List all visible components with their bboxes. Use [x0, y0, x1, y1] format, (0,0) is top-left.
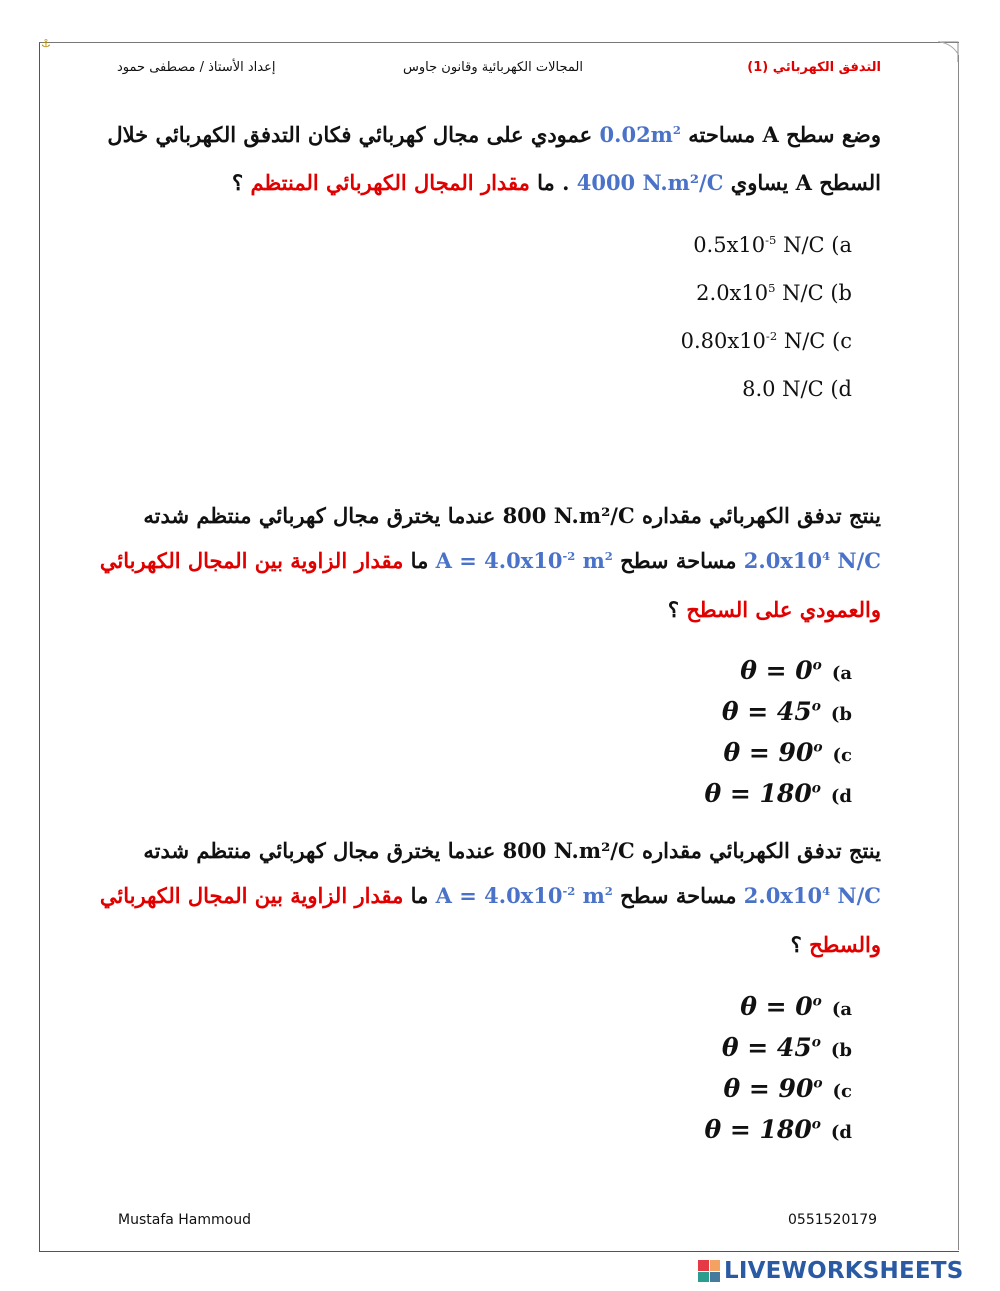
- q1-option-a[interactable]: $0.5x10^{-5}$ N/C (a: [693, 233, 852, 257]
- q1-line-1: وضع سطح A مساحته $0.02m^2$ عمودي على مجال كهربائي فكان التدفق الكهربائي خلال: [107, 122, 881, 147]
- logo-tile: [698, 1260, 709, 1271]
- q3-line-3: والسطح ؟: [790, 932, 881, 957]
- q3-option-d[interactable]: $\theta = 180^o$ (d: [704, 1115, 852, 1144]
- q2-option-b[interactable]: $\theta = 45^o$ (b: [721, 697, 852, 726]
- q2-option-a[interactable]: $\theta = 0^o$ (a: [740, 656, 852, 685]
- q3-option-c[interactable]: $\theta = 90^o$ (c: [723, 1074, 852, 1103]
- footer-author-name: Mustafa Hammoud: [118, 1212, 251, 1228]
- q3-line-2: $2.0x10^4$ N/C مساحة سطح $A = 4.0x10^{-2}$ $m^2$ ما مقدار الزاوية بين المجال الكهربائي: [99, 883, 881, 908]
- logo-tile: [710, 1272, 721, 1283]
- footer-phone: 0551520179: [788, 1212, 878, 1228]
- page-curl-icon: [938, 40, 960, 62]
- q3-option-a[interactable]: $\theta = 0^o$ (a: [740, 992, 852, 1021]
- header-unit-title: المجالات الكهربائية وقانون جاوس: [403, 60, 583, 75]
- q1-option-c[interactable]: $0.80x10^{-2}$ N/C (c: [680, 329, 852, 353]
- page-right-border: [958, 55, 959, 1250]
- q2-line-1: ينتج تدفق الكهربائي مقداره 800 N.m²/C عندما يخترق مجال كهربائي منتظم شدته: [143, 503, 881, 528]
- q1-line-2: السطح A يساوي 4000 N.m²/C . ما مقدار المجال الكهربائي المنتظم ؟: [232, 170, 881, 195]
- q2-line-2: $2.0x10^4$ N/C مساحة سطح $A = 4.0x10^{-2}$ $m^2$ ما مقدار الزاوية بين المجال الكهربائي: [99, 548, 881, 573]
- header-topic: التدفق الكهربائي (1): [747, 60, 881, 75]
- logo-tile: [698, 1272, 709, 1283]
- logo-tile: [710, 1260, 721, 1271]
- anchor-icon: ⚓: [41, 37, 51, 50]
- q1-option-b[interactable]: $2.0x10^5$ N/C (b: [696, 281, 852, 305]
- q3-line-1: ينتج تدفق الكهربائي مقداره 800 N.m²/C عندما يخترق مجال كهربائي منتظم شدته: [143, 838, 881, 863]
- liveworksheets-wordmark: LIVEWORKSHEETS: [724, 1258, 964, 1284]
- q2-line-3: والعمودي على السطح ؟: [667, 597, 881, 622]
- q1-option-d[interactable]: 8.0 N/C (d: [742, 377, 852, 401]
- q2-option-c[interactable]: $\theta = 90^o$ (c: [723, 738, 852, 767]
- liveworksheets-logo-icon: [698, 1260, 720, 1282]
- q2-option-d[interactable]: $\theta = 180^o$ (d: [704, 779, 852, 808]
- liveworksheets-brand[interactable]: [698, 1258, 963, 1284]
- header-author: إعداد الأستاذ / مصطفى حمود: [117, 60, 276, 75]
- q3-option-b[interactable]: $\theta = 45^o$ (b: [721, 1033, 852, 1062]
- worksheet-page: [39, 42, 959, 1252]
